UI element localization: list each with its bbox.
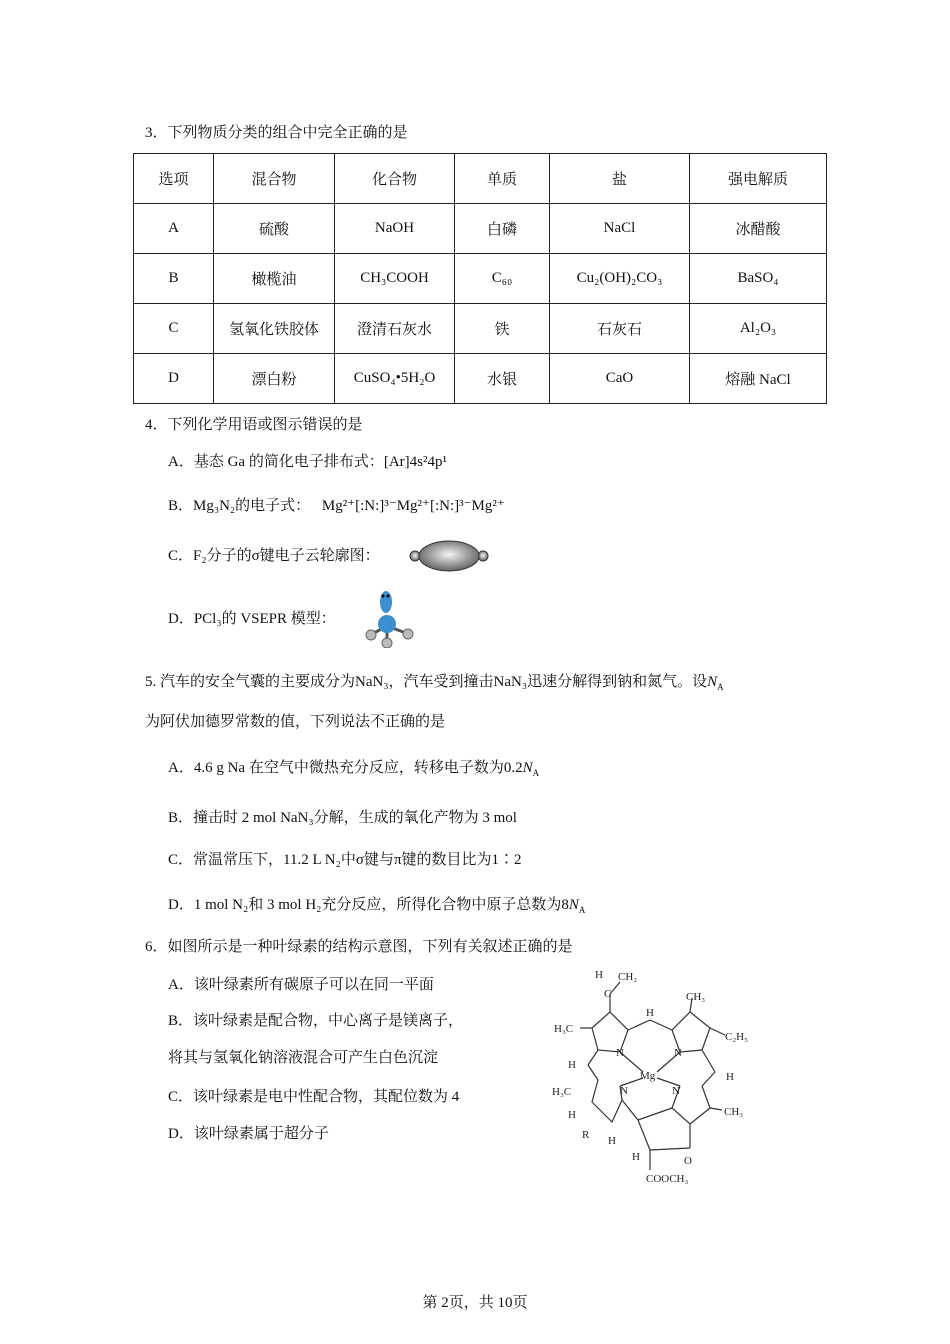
table-header: 单质	[455, 154, 550, 204]
table-cell: CuSO₄•5H₂O	[335, 354, 455, 404]
table-row	[134, 354, 827, 404]
q6-option-d: D．该叶绿素属于超分子	[168, 1126, 329, 1142]
atom-label: C	[604, 988, 612, 1000]
na-subscript: A	[532, 768, 540, 778]
q5-stem-text: 5. 汽车的安全气囊的主要成分为NaN₃，汽车受到撞击NaN₃迅速分解得到钠和氮气。设	[145, 674, 708, 690]
q4-option-d: D．PCl₃的 VSEPR 模型：	[168, 611, 336, 627]
atom-label: H₃C	[554, 1023, 574, 1035]
q5-option-c: C．常温常压下，11.2 L N₂中σ键与π键的数目比为1∶2	[168, 852, 522, 868]
atom-label: N	[672, 1085, 680, 1097]
q6-option-b-cont: 将其与氢氧化钠溶液混合可产生白色沉淀	[168, 1050, 439, 1066]
na-subscript: A	[717, 682, 724, 692]
table-cell: Cu₂(OH)₂CO₃	[550, 254, 690, 304]
q4-option-b	[168, 496, 505, 516]
table-row	[134, 304, 827, 354]
atom-label: H	[568, 1059, 576, 1071]
table-row	[134, 254, 827, 304]
atom-label: CH₃	[686, 991, 706, 1003]
table-cell: CaO	[550, 354, 690, 404]
table-cell: 石灰石	[550, 304, 690, 354]
table-cell: C₆₀	[455, 254, 550, 304]
table-cell: 白磷	[455, 204, 550, 254]
atom-label: H	[646, 1007, 654, 1019]
q4-stem: 4．下列化学用语或图示错误的是	[145, 417, 363, 433]
q5-option-d-text: D．1 mol N₂和 3 mol H₂充分反应，所得化合物中原子总数为8	[168, 897, 569, 913]
q5-stem-line1	[145, 672, 724, 697]
table-cell: B	[134, 254, 214, 304]
atom-label: H	[726, 1071, 734, 1083]
atom-label: H	[595, 969, 603, 981]
atom-label: H	[632, 1151, 640, 1163]
q6-option-c: C．该叶绿素是电中性配合物，其配位数为 4	[168, 1089, 460, 1105]
q4-option-c: C．F₂分子的σ键电子云轮廓图：	[168, 548, 380, 564]
na-symbol: N	[707, 674, 718, 690]
atom-label: N	[616, 1047, 624, 1059]
table-cell: A	[134, 204, 214, 254]
table-header-row	[134, 154, 827, 204]
table-header: 选项	[134, 154, 214, 204]
atom-label: H	[568, 1109, 576, 1121]
table-cell: C	[134, 304, 214, 354]
atom-label: COOCH₃	[646, 1173, 689, 1185]
na-symbol: N	[568, 897, 579, 913]
table-cell: CH₃COOH	[335, 254, 455, 304]
table-cell: 铁	[455, 304, 550, 354]
chlorophyll-structure-diagram	[540, 960, 770, 1190]
q5-option-b: B．撞击时 2 mol NaN₃分解，生成的氧化产物为 3 mol	[168, 810, 517, 826]
electron-formula: Mg²⁺[:N:]³⁻Mg²⁺[:N:]³⁻Mg²⁺	[321, 498, 505, 514]
table-cell: 硫酸	[214, 204, 335, 254]
q4-option-b-text: B．Mg₃N₂的电子式：	[168, 498, 311, 514]
q6-option-a: A．该叶绿素所有碳原子可以在同一平面	[168, 977, 434, 993]
atom-label: R	[582, 1129, 590, 1141]
atom-label: C₂H₅	[725, 1031, 748, 1043]
q6-option-b: B．该叶绿素是配合物，中心离子是镁离子，	[168, 1013, 464, 1029]
table-cell: 水银	[455, 354, 550, 404]
na-subscript: A	[578, 905, 586, 915]
q5-option-a-text: A．4.6 g Na 在空气中微热充分反应，转移电子数为0.2	[168, 760, 523, 776]
table-cell: Al₂O₃	[690, 304, 827, 354]
sigma-bond-cloud-icon	[408, 538, 490, 574]
table-header: 化合物	[335, 154, 455, 204]
table-cell: BaSO₄	[690, 254, 827, 304]
q5-option-d	[168, 895, 585, 920]
na-symbol: N	[522, 760, 533, 776]
atom-label: O	[684, 1155, 692, 1167]
atom-label: H	[608, 1135, 616, 1147]
vsepr-model-icon	[362, 588, 418, 648]
table-cell: NaOH	[335, 204, 455, 254]
q5-option-a	[168, 758, 539, 783]
q6-stem: 6．如图所示是一种叶绿素的结构示意图，下列有关叙述正确的是	[145, 939, 573, 955]
page-footer: 第 2页，共 10页	[422, 1295, 528, 1311]
table-cell: 澄清石灰水	[335, 304, 455, 354]
table-cell: 冰醋酸	[690, 204, 827, 254]
table-header: 强电解质	[690, 154, 827, 204]
table-header: 盐	[550, 154, 690, 204]
atom-label: N	[620, 1085, 628, 1097]
table-cell: D	[134, 354, 214, 404]
table-row	[134, 204, 827, 254]
table-cell: NaCl	[550, 204, 690, 254]
q5-stem-line2: 为阿伏加德罗常数的值，下列说法不正确的是	[145, 714, 446, 730]
table-cell: 氢氧化铁胶体	[214, 304, 335, 354]
q3-stem: 3．下列物质分类的组合中完全正确的是	[145, 125, 408, 141]
q4-option-a: A．基态 Ga 的简化电子排布式：[Ar]4s²4p¹	[168, 454, 447, 470]
atom-label: Mg	[640, 1070, 656, 1082]
table-cell: 漂白粉	[214, 354, 335, 404]
q3-table	[133, 153, 827, 404]
atom-label: N	[674, 1047, 682, 1059]
table-cell: 橄榄油	[214, 254, 335, 304]
atom-label: H₃C	[552, 1086, 572, 1098]
atom-label: CH₃	[724, 1106, 744, 1118]
table-cell: 熔融 NaCl	[690, 354, 827, 404]
table-header: 混合物	[214, 154, 335, 204]
atom-label: CH₂	[618, 971, 638, 983]
